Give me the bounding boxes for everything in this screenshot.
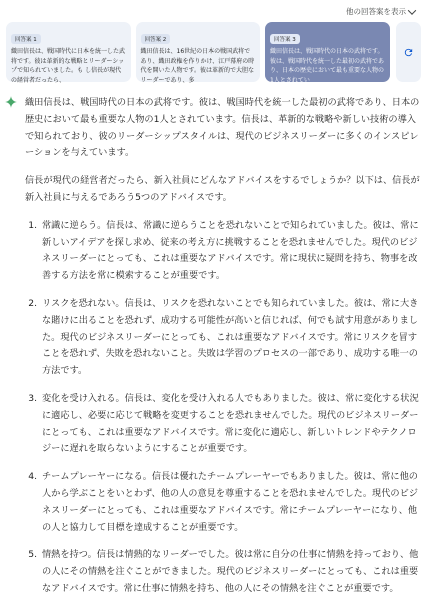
advice-list xyxy=(25,218,421,598)
regenerate-drafts-button[interactable] xyxy=(396,22,421,82)
drafts-row xyxy=(6,22,421,84)
show-other-drafts-label: 他の回答案を表示 xyxy=(346,7,406,16)
draft-preview: 織田信長は、16世紀の日本の戦国武将であり、織田政権を作りかけ、江戸幕府の時代を開いた人物です。彼は革新的で大胆なリーダーであり、多 xyxy=(140,48,255,84)
draft-card-1[interactable] xyxy=(6,22,131,82)
refresh-icon xyxy=(403,47,414,58)
list-item-text: 変化を受け入れる。信長は、変化を受け入れる人でもありました。彼は、常に変化する状況に適応し、必要に応じて戦略を変更することを恐れませんでした。現代のビジネスリーダーにとっても、これは重要なアドバイスです。常に変化に適応し、新しいトレンドやテクノロジーに遅れを取らないようにすることが重要です。 xyxy=(42,392,419,455)
draft-label: 回答案 2 xyxy=(141,34,171,44)
list-number: 5. xyxy=(28,549,37,561)
draft-label: 回答案 3 xyxy=(270,34,300,44)
response-intro: 織田信長は、戦国時代の日本の武将です。彼は、戦国時代を統一した最初の武将であり、日本の歴史において最も重要な人物の1人とされています。信長は、革新的な戦略や新しい技術の導入で知られており、彼のリーダーシップスタイルは、現代のビジネスリーダーに多くのインスピレーションを与えています。 xyxy=(25,97,420,159)
response-question: 信長が現代の経営者だったら、新入社員にどんなアドバイスをするでしょうか？以下は、信長が新入社員に与えるであろう5つのアドバイスです。 xyxy=(25,175,420,203)
draft-card-2[interactable] xyxy=(136,22,261,82)
list-number: 4. xyxy=(28,471,37,483)
list-number: 2. xyxy=(28,297,37,309)
gemini-sparkle-icon xyxy=(4,95,18,109)
list-item-text: 常識に逆らう。信長は、常識に逆らうことを恐れないことで知られていました。彼は、常に新しいアイデアを探し求め、従来の考え方に挑戦することを恐れませんでした。現代のビジネスリーダーにとっても、これは重要なアドバイスです。常に現状に疑問を持ち、物事を改善する方法を常に模索することが重要です。 xyxy=(42,219,419,282)
chevron-down-icon xyxy=(408,6,416,14)
list-number: 3. xyxy=(28,392,37,404)
draft-preview: 織田信長は、戦国時代に日本を統一した武将です。彼は革新的な戦略とリーダーシップで知られていました。も し信長が現代の経営者だったら、 xyxy=(11,48,126,84)
response-body xyxy=(25,95,421,609)
list-item xyxy=(25,391,421,458)
draft-label: 回答案 1 xyxy=(11,34,41,44)
show-other-drafts-button[interactable] xyxy=(346,6,415,17)
draft-preview: 織田信長は、戦国時代の日本の武将です。彼は、戦国時代を統一した最初の武将であり、日本の歴史において最も重要な人物の1人とされてい xyxy=(270,48,385,84)
list-item xyxy=(25,296,421,380)
list-item-text: チームプレーヤーになる。信長は優れたチームプレーヤーでもありました。彼は、常に他の人から学ぶことをいとわず、他の人の意見を尊重することを恐れませんでした。現代のビジネスリーダーにとっても、これは重要なアドバイスです。常にチームプレーヤーになり、他の人と協力して目標を達成することが重要です。 xyxy=(42,471,418,533)
draft-card-3[interactable] xyxy=(265,22,390,82)
list-item-text: リスクを恐れない。信長は、リスクを恐れないことでも知られていました。彼は、常に大きな賭けに出ることを恐れず、成功する可能性が高いと信じれば、何でも試す用意がありました。現代のビジネスリーダーにとっても、これは重要なアドバイスです。常にリスクを冒すことを恐れず、失敗を恐れないこと。失敗は学習のプロセスの一部であり、成功する唯一の方法です。 xyxy=(42,297,419,377)
list-item-text: 情熱を持つ。信長は情熱的なリーダーでした。彼は常に自分の仕事に情熱を持っており、他の人にその情熱を注ぐことができました。現代のビジネスリーダーにとっても、これは重要なアドバイスです。常に仕事に情熱を持ち、他の人にその情熱を注ぐことが重要です。 xyxy=(42,549,419,594)
list-item xyxy=(25,547,421,597)
list-item xyxy=(25,218,421,285)
list-number: 1. xyxy=(28,219,37,231)
list-item xyxy=(25,469,421,536)
